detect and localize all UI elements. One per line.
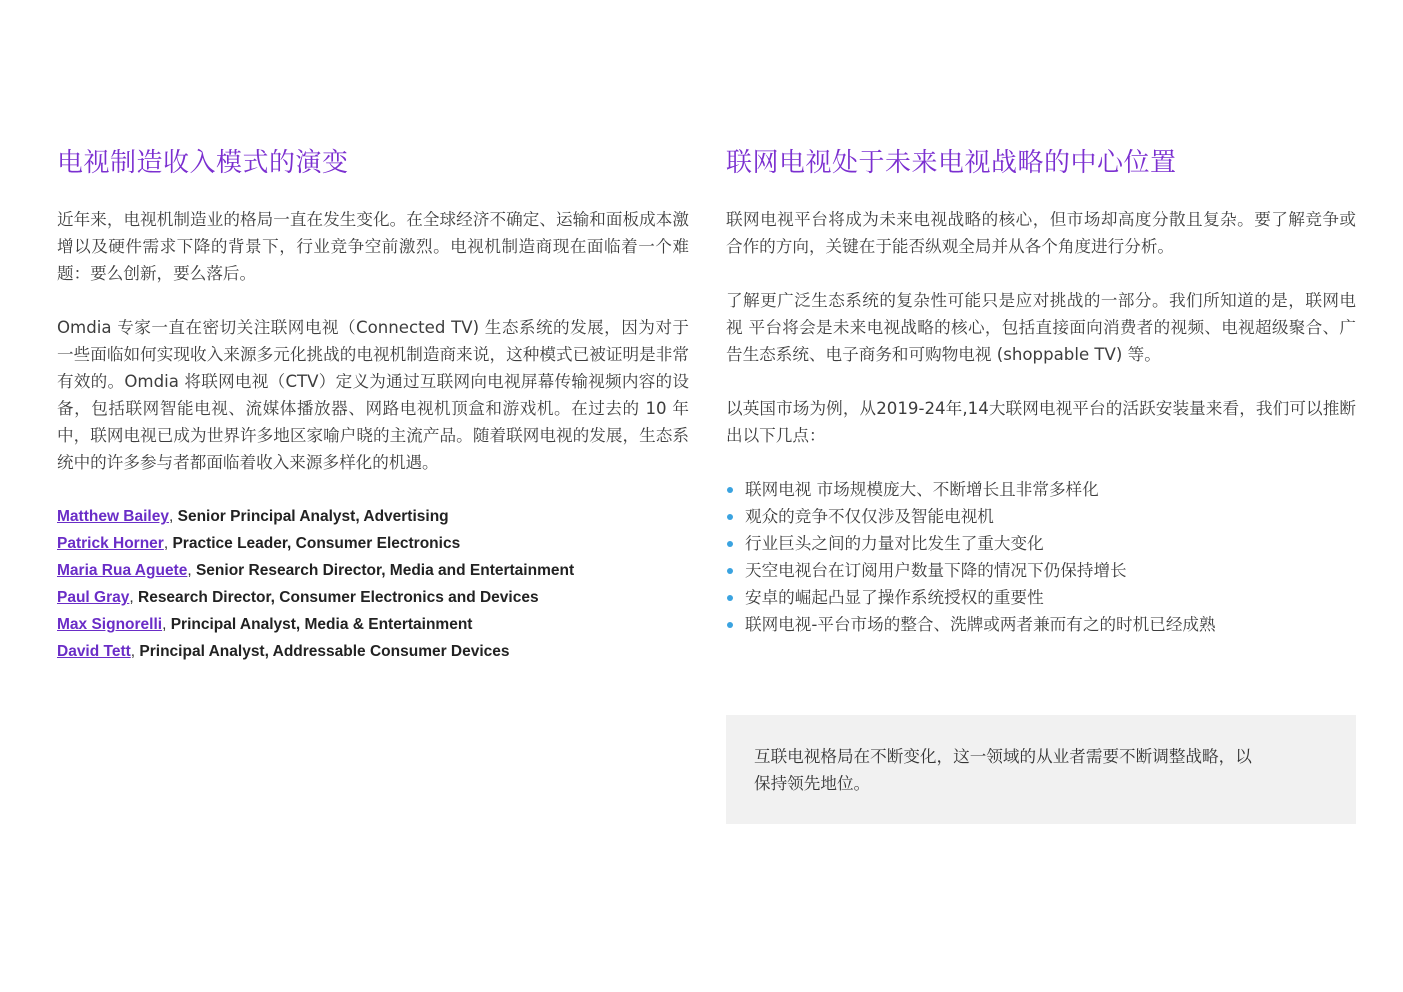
author-link-paul-gray[interactable]: Paul Gray — [57, 589, 130, 606]
author-link-david-tett[interactable]: David Tett — [57, 643, 131, 660]
right-paragraph-2: 了解更广泛生态系统的复杂性可能只是应对挑战的一部分。我们所知道的是，联网电视 平台将会是未来电视战略的核心，包括直接面向消费者的视频、电视超级聚合、广告生态系统、电子商务和可购物电视 (shoppable TV) 等。 — [726, 291, 1356, 364]
author-role: Senior Principal Analyst, Advertising — [177, 508, 449, 525]
callout-text-line-2: 保持领先地位。 — [754, 774, 871, 793]
bullet-dot-icon — [727, 595, 733, 601]
list-item — [726, 476, 1356, 503]
author-separator: , — [130, 643, 140, 660]
list-item — [726, 611, 1356, 638]
bullet-dot-icon — [727, 541, 733, 547]
author-list — [57, 503, 689, 665]
list-item — [726, 557, 1356, 584]
author-link-maria-rua-aguete[interactable]: Maria Rua Aguete — [57, 562, 188, 579]
left-heading: 电视制造收入模式的演变 — [57, 148, 349, 178]
author-separator: , — [168, 508, 178, 525]
author-separator: , — [162, 616, 171, 633]
author-link-matthew-bailey[interactable]: Matthew Bailey — [57, 508, 169, 525]
right-heading: 联网电视处于未来电视战略的中心位置 — [726, 148, 1177, 178]
left-paragraph-1: 近年来，电视机制造业的格局一直在发生变化。在全球经济不确定、运输和面板成本激增以及硬件需求下降的背景下，行业竞争空前激烈。电视机制造商现在面临着一个难题：要么创新，要么落后。 — [57, 210, 689, 283]
list-item — [726, 584, 1356, 611]
author-separator: , — [187, 562, 196, 579]
left-column — [57, 146, 689, 665]
bullet-dot-icon — [727, 622, 733, 628]
right-column — [726, 146, 1356, 638]
author-entry — [57, 584, 689, 611]
author-link-max-signorelli[interactable]: Max Signorelli — [57, 616, 163, 633]
list-item-text: 天空电视台在订阅用户数量下降的情况下仍保持增长 — [745, 561, 1127, 580]
bullet-dot-icon — [727, 487, 733, 493]
right-paragraph-3: 以英国市场为例，从2019-24年,14大联网电视平台的活跃安装量来看，我们可以推断出以下几点： — [726, 399, 1356, 445]
list-item-text: 联网电视 市场规模庞大、不断增长且非常多样化 — [745, 480, 1099, 499]
list-item-text: 行业巨头之间的力量对比发生了重大变化 — [745, 534, 1044, 553]
author-separator: , — [163, 535, 173, 552]
list-item — [726, 530, 1356, 557]
author-entry — [57, 638, 689, 665]
author-entry — [57, 557, 689, 584]
list-item-text: 观众的竞争不仅仅涉及智能电视机 — [745, 507, 994, 526]
author-entry — [57, 530, 689, 557]
author-role: Principal Analyst, Media & Entertainment — [170, 616, 473, 633]
author-role: Senior Research Director, Media and Entertainment — [195, 562, 575, 579]
author-separator: , — [129, 589, 138, 606]
list-item — [726, 503, 1356, 530]
author-role: Principal Analyst, Addressable Consumer Devices — [139, 643, 510, 660]
bullet-dot-icon — [727, 568, 733, 574]
author-entry — [57, 611, 689, 638]
left-paragraph-2: Omdia 专家一直在密切关注联网电视（Connected TV) 生态系统的发展，因为对于一些面临如何实现收入来源多元化挑战的电视机制造商来说，这种模式已被证明是非常有效的。Omdia 将联网电视（CTV）定义为通过互联网向电视屏幕传输视频内容的设备，包括联网智能电视、流媒体播放器、网路电视机顶盒和游戏机。在过去的 10 年中，联网电视已成为世界许多地区家喻户晓的主流产品。随着联网电视的发展，生态系统中的许多参与者都面临着收入来源多样化的机遇。 — [57, 318, 689, 472]
author-role: Research Director, Consumer Electronics and Devices — [138, 589, 539, 606]
callout-box — [726, 715, 1356, 824]
author-role: Practice Leader, Consumer Electronics — [172, 535, 461, 552]
author-link-patrick-horner[interactable]: Patrick Horner — [57, 535, 164, 552]
findings-list — [726, 476, 1356, 638]
author-entry — [57, 503, 689, 530]
list-item-text: 联网电视-平台市场的整合、洗牌或两者兼而有之的时机已经成熟 — [745, 615, 1216, 634]
right-paragraph-1: 联网电视平台将成为未来电视战略的核心，但市场却高度分散且复杂。要了解竞争或合作的方向，关键在于能否纵观全局并从各个角度进行分析。 — [726, 210, 1356, 256]
list-item-text: 安卓的崛起凸显了操作系统授权的重要性 — [745, 588, 1044, 607]
callout-text-line-1: 互联电视格局在不断变化，这一领域的从业者需要不断调整战略，以 — [754, 747, 1252, 766]
bullet-dot-icon — [727, 514, 733, 520]
